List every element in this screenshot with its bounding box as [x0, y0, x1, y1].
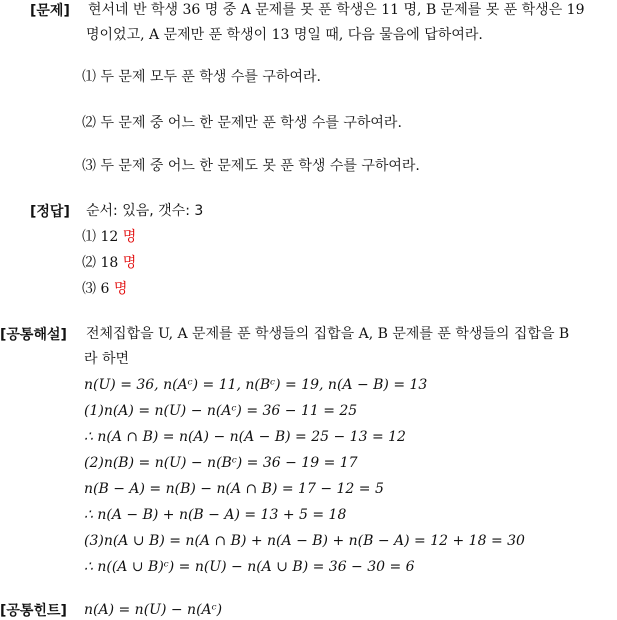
explanation-intro-2: 라 하면: [84, 351, 130, 367]
problem-line-2: 명이었고, A 문제만 푼 학생이 13 명일 때, 다음 물음에 답하여라.: [86, 27, 483, 43]
answer-unit: 명: [113, 281, 128, 297]
hint-label: [공통힌트]: [0, 603, 67, 619]
answer-item-1: [82, 227, 136, 247]
equation-7: (3)n(A ∪ B) = n(A ∩ B) + n(A − B) + n(B − A) = 12 + 18 = 30: [84, 533, 525, 549]
equation-4: (2)n(B) = n(U) − n(Bᶜ) = 36 − 19 = 17: [84, 455, 358, 471]
equation-8: ∴ n((A ∪ B)ᶜ) = n(U) − n(A ∪ B) = 36 − 30 = 6: [84, 559, 415, 575]
answer-value: ⑴ 12: [82, 229, 123, 245]
answer-meta: 순서: 있음, 갯수: 3: [86, 203, 204, 219]
answer-item-2: [82, 253, 136, 273]
question-2: ⑵ 두 문제 중 어느 한 문제만 푼 학생 수를 구하여라.: [82, 115, 402, 131]
answer-value: ⑵ 18: [82, 255, 123, 271]
answer-unit: 명: [122, 229, 137, 245]
question-3: ⑶ 두 문제 중 어느 한 문제도 못 푼 학생 수를 구하여라.: [82, 158, 420, 174]
answer-value: ⑶ 6: [82, 281, 114, 297]
hint-equation: n(A) = n(U) − n(Aᶜ): [84, 602, 223, 618]
answer-unit: 명: [122, 255, 137, 271]
equation-3: ∴ n(A ∩ B) = n(A) − n(A − B) = 25 − 13 = 12: [84, 429, 406, 445]
problem-label: [문제]: [30, 3, 70, 19]
problem-line-1: 현서네 반 학생 36 명 중 A 문제를 못 푼 학생은 11 명, B 문제를 못 푼 학생은 19: [88, 2, 585, 18]
equation-5: n(B − A) = n(B) − n(A ∩ B) = 17 − 12 = 5: [84, 481, 384, 497]
equation-1: n(U) = 36, n(Aᶜ) = 11, n(Bᶜ) = 19, n(A − B) = 13: [84, 377, 428, 393]
explanation-intro-1: 전체집합을 U, A 문제를 푼 학생들의 집합을 A, B 문제를 푼 학생들의 집합을 B: [86, 326, 570, 342]
question-1: ⑴ 두 문제 모두 푼 학생 수를 구하여라.: [82, 69, 321, 85]
equation-6: ∴ n(A − B) + n(B − A) = 13 + 5 = 18: [84, 507, 347, 523]
equation-2: (1)n(A) = n(U) − n(Aᶜ) = 36 − 11 = 25: [84, 403, 358, 419]
answer-label: [정답]: [30, 204, 70, 220]
explanation-label: [공통해설]: [0, 327, 67, 343]
answer-item-3: [82, 279, 127, 299]
